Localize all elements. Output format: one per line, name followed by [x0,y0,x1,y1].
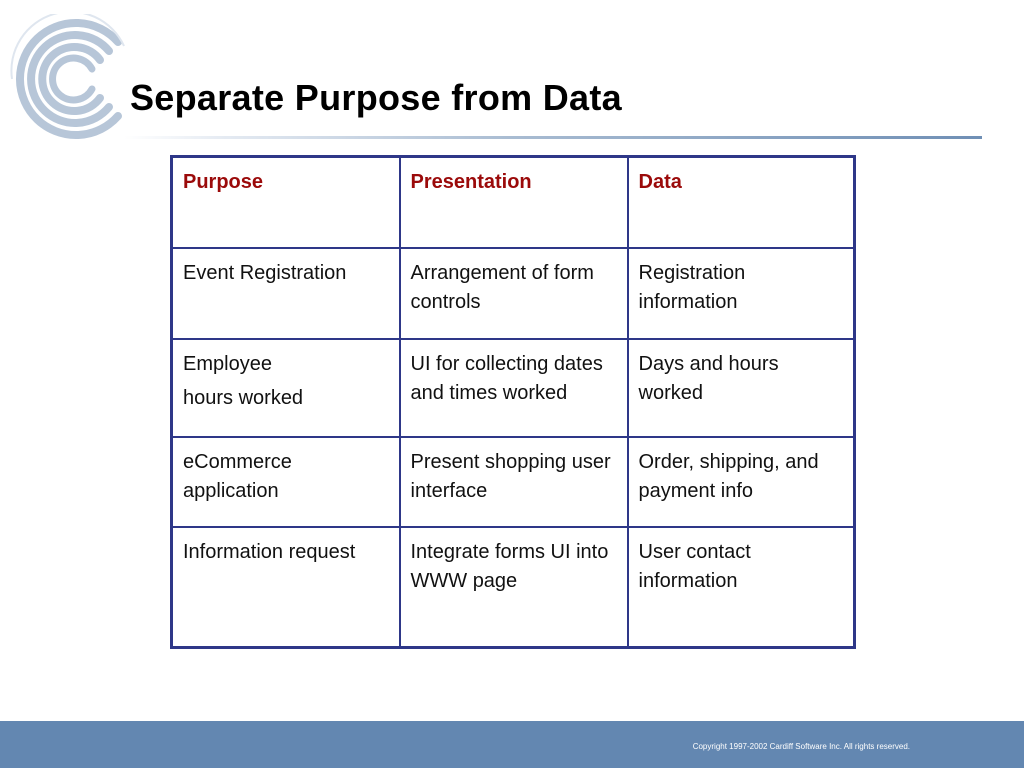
table-cell [628,339,855,437]
table-cell [172,437,400,527]
cell-text: Present shopping user interface [410,450,611,502]
title-divider [124,136,982,139]
table-row [172,339,855,437]
cell-text: eCommerce application [183,450,292,502]
copyright-text: Copyright 1997-2002 Cardiff Software Inc. All rights reserved. [692,742,910,751]
cell-text: Employee [183,352,272,375]
table-cell [400,248,628,339]
table-row [172,527,855,648]
table-cell [400,437,628,527]
cell-text: hours worked [183,386,304,409]
table-cell [400,527,628,648]
table-cell [172,248,400,339]
table-cell [400,339,628,437]
cell-text: User contact information [638,540,751,592]
table-header-row [172,157,855,248]
cell-text: Information request [183,540,356,563]
slide-title: Separate Purpose from Data [130,77,622,118]
table-cell [172,339,400,437]
table-cell [628,248,855,339]
cell-text: UI for collecting dates and times worked [410,352,603,404]
cell-text: Days and hours worked [638,352,779,404]
table-cell [628,527,855,648]
cell-text: Registration information [638,261,746,313]
logo-graphic [6,14,136,144]
table-row [172,437,855,527]
cell-text: Arrangement of form controls [410,261,594,313]
table-cell [172,527,400,648]
cardiff-logo-icon [6,14,136,144]
table-cell [628,437,855,527]
cell-text: Integrate forms UI into WWW page [410,540,609,592]
cell-text: Order, shipping, and payment info [638,450,819,502]
purpose-data-table [170,155,856,649]
table-header-cell: Presentation [400,157,628,248]
cell-text: Event Registration [183,261,347,284]
table-row [172,248,855,339]
table-header-cell: Purpose [172,157,400,248]
table-container [170,155,856,649]
footer-bar [0,721,1024,768]
table-header-cell: Data [628,157,855,248]
